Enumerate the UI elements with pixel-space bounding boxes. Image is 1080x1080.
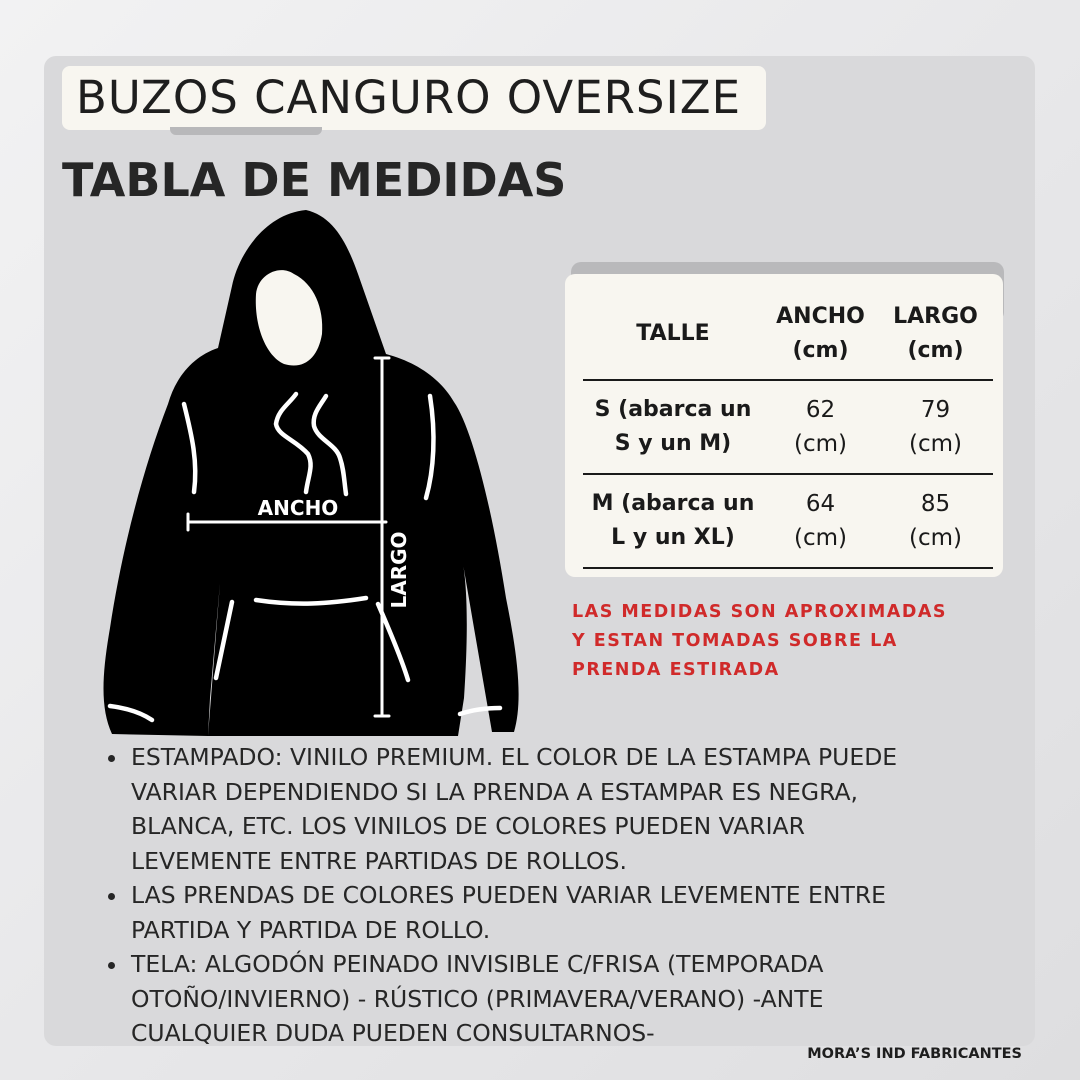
list-item: ESTAMPADO: VINILO PREMIUM. EL COLOR DE LA ESTAMPA PUEDE VARIAR DEPENDIENDO SI LA PRENDA A ESTAMPAR ES NEGRA, BLANCA, ETC. LOS VINILOS DE COLORES PUEDEN VARIAR LEVEMENTE ENTRE PARTIDAS DE ROLLOS. xyxy=(96,740,956,878)
bullet-dot-icon xyxy=(108,893,115,900)
bullet-dot-icon xyxy=(108,962,115,969)
brand-footer: MORA’S IND FABRICANTES xyxy=(807,1046,1022,1062)
measurement-note xyxy=(572,598,992,685)
table-row xyxy=(583,380,993,474)
cell-talle: S (abarca un S y un M) xyxy=(583,380,763,474)
size-table-header xyxy=(583,288,993,380)
list-item: TELA: ALGODÓN PEINADO INVISIBLE C/FRISA (TEMPORADA OTOÑO/INVIERNO) - RÚSTICO (PRIMAVERA/VERANO) -ANTE CUALQUIER DUDA PUEDEN CONSULTARNOS- xyxy=(96,947,956,1051)
list-item: LAS PRENDAS DE COLORES PUEDEN VARIAR LEVEMENTE ENTRE PARTIDA Y PARTIDA DE ROLLO. xyxy=(96,878,956,947)
hoodie-diagram xyxy=(96,208,526,738)
cell-largo: 79 (cm) xyxy=(878,380,993,474)
note-line: LAS MEDIDAS SON APROXIMADAS xyxy=(572,602,948,622)
header-talle: TALLE xyxy=(636,320,710,346)
table-row xyxy=(583,474,993,568)
note-line: Y ESTAN TOMADAS SOBRE LA xyxy=(572,631,898,651)
note-line: PRENDA ESTIRADA xyxy=(572,660,780,680)
title-box-shadow xyxy=(170,127,322,135)
header-ancho: ANCHO (cm) xyxy=(776,303,865,363)
cell-talle: M (abarca un L y un XL) xyxy=(583,474,763,568)
size-table xyxy=(583,288,993,569)
page-subtitle: TABLA DE MEDIDAS xyxy=(62,153,567,207)
cell-ancho: 64 (cm) xyxy=(763,474,878,568)
largo-label: LARGO xyxy=(387,531,411,609)
cell-largo: 85 (cm) xyxy=(878,474,993,568)
product-details-list xyxy=(96,740,956,1051)
page-title: BUZOS CANGURO OVERSIZE xyxy=(76,71,742,124)
bullet-dot-icon xyxy=(108,755,115,762)
header-largo: LARGO (cm) xyxy=(893,303,978,363)
cell-ancho: 62 (cm) xyxy=(763,380,878,474)
ancho-label: ANCHO xyxy=(257,496,339,520)
